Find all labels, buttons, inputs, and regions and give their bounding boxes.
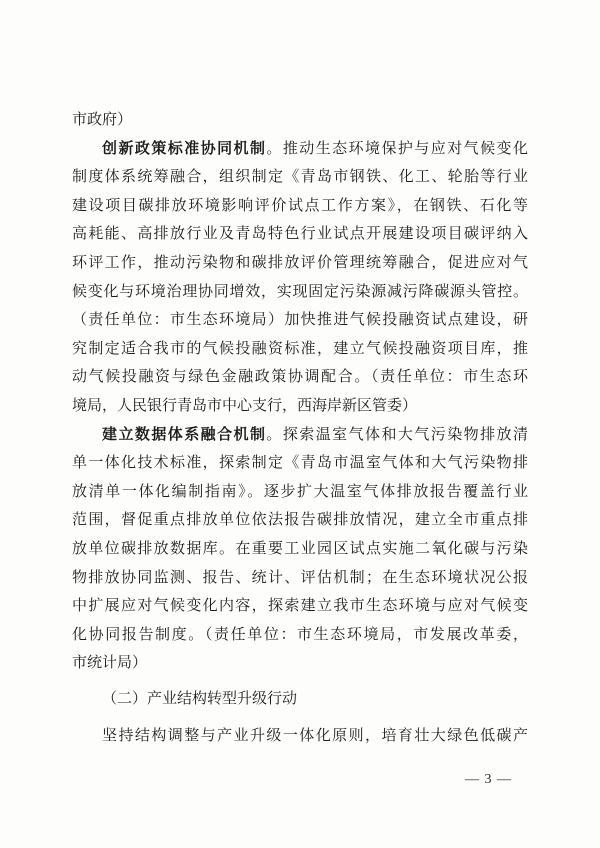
page-number: — 3 — [465,772,512,787]
text-line [72,135,528,164]
text-run: （二）产业结构转型升级行动 [102,690,298,707]
bold-lead-run: 创新政策标准协同机制 [102,140,267,157]
text-run: 单一体化技术标准，探索制定《青岛市温室气体和大气污染物排 [72,455,528,472]
text-line [72,449,528,478]
text-run: 候变化与环境治理协同增效，实现固定污染源减污降碳源头管控。 [72,283,528,300]
document-body [72,106,528,751]
text-line [72,249,528,278]
text-run: 建设项目碳排放环境影响评价试点工作方案》，在钢铁、石化等 [72,197,528,214]
text-line [72,163,528,192]
text-run: （责任单位：市生态环境局）加快推进气候投融资试点建设，研 [72,312,528,329]
text-run: 坚持结构调整与产业升级一体化原则，培育壮大绿色低碳产 [102,728,528,745]
text-line [72,535,528,564]
text-line [72,564,528,593]
text-run: 物排放协同监测、报告、统计、评估机制；在生态环境状况公报 [72,569,528,586]
text-line [72,506,528,535]
text-line [72,621,528,650]
text-run: 。探索温室气体和大气污染物排放清 [266,426,528,443]
text-run: 市统计局） [72,655,148,672]
section-heading [72,685,528,714]
text-run: 放清单一体化编制指南》。逐步扩大温室气体排放报告覆盖行业 [72,483,528,500]
text-line [72,335,528,364]
text-run: 化协同报告制度。（责任单位：市生态环境局，市发展改革委， [72,626,528,643]
text-line [72,722,528,751]
text-line [72,306,528,335]
text-line [72,220,528,249]
text-line [72,278,528,307]
text-line [72,478,528,507]
text-line [72,592,528,621]
text-line [72,363,528,392]
text-run: 制度体系统筹融合，组织制定《青岛市钢铁、化工、轮胎等行业 [72,169,528,186]
text-run: 范围，督促重点排放单位依法报告碳排放情况，建立全市重点排 [72,512,528,529]
text-run: 境局，人民银行青岛市中心支行，西海岸新区管委） [72,397,418,414]
text-run: 市政府） [72,112,133,128]
text-run: 高耗能、高排放行业及青岛特色行业试点开展建设项目碳评纳入 [72,226,528,243]
bold-lead-run: 建立数据体系融合机制 [102,426,267,443]
text-run: 。推动生态环境保护与应对气候变化 [266,140,528,157]
text-run: 究制定适合我市的气候投融资标准，建立气候投融资项目库，推 [72,340,528,357]
text-line [72,192,528,221]
text-line [72,392,528,421]
text-line [72,421,528,450]
text-run: 放单位碳排放数据库。在重要工业园区试点实施二氧化碳与污染 [72,540,528,557]
text-line [72,649,528,678]
text-run: 环评工作，推动污染物和碳排放评价管理统筹融合，促进应对气 [72,254,528,271]
text-line [72,106,528,135]
text-run: 动气候投融资与绿色金融政策协调配合。（责任单位：市生态环 [72,369,528,386]
text-run: 中扩展应对气候变化内容，探索建立我市生态环境与应对气候变 [72,598,528,615]
